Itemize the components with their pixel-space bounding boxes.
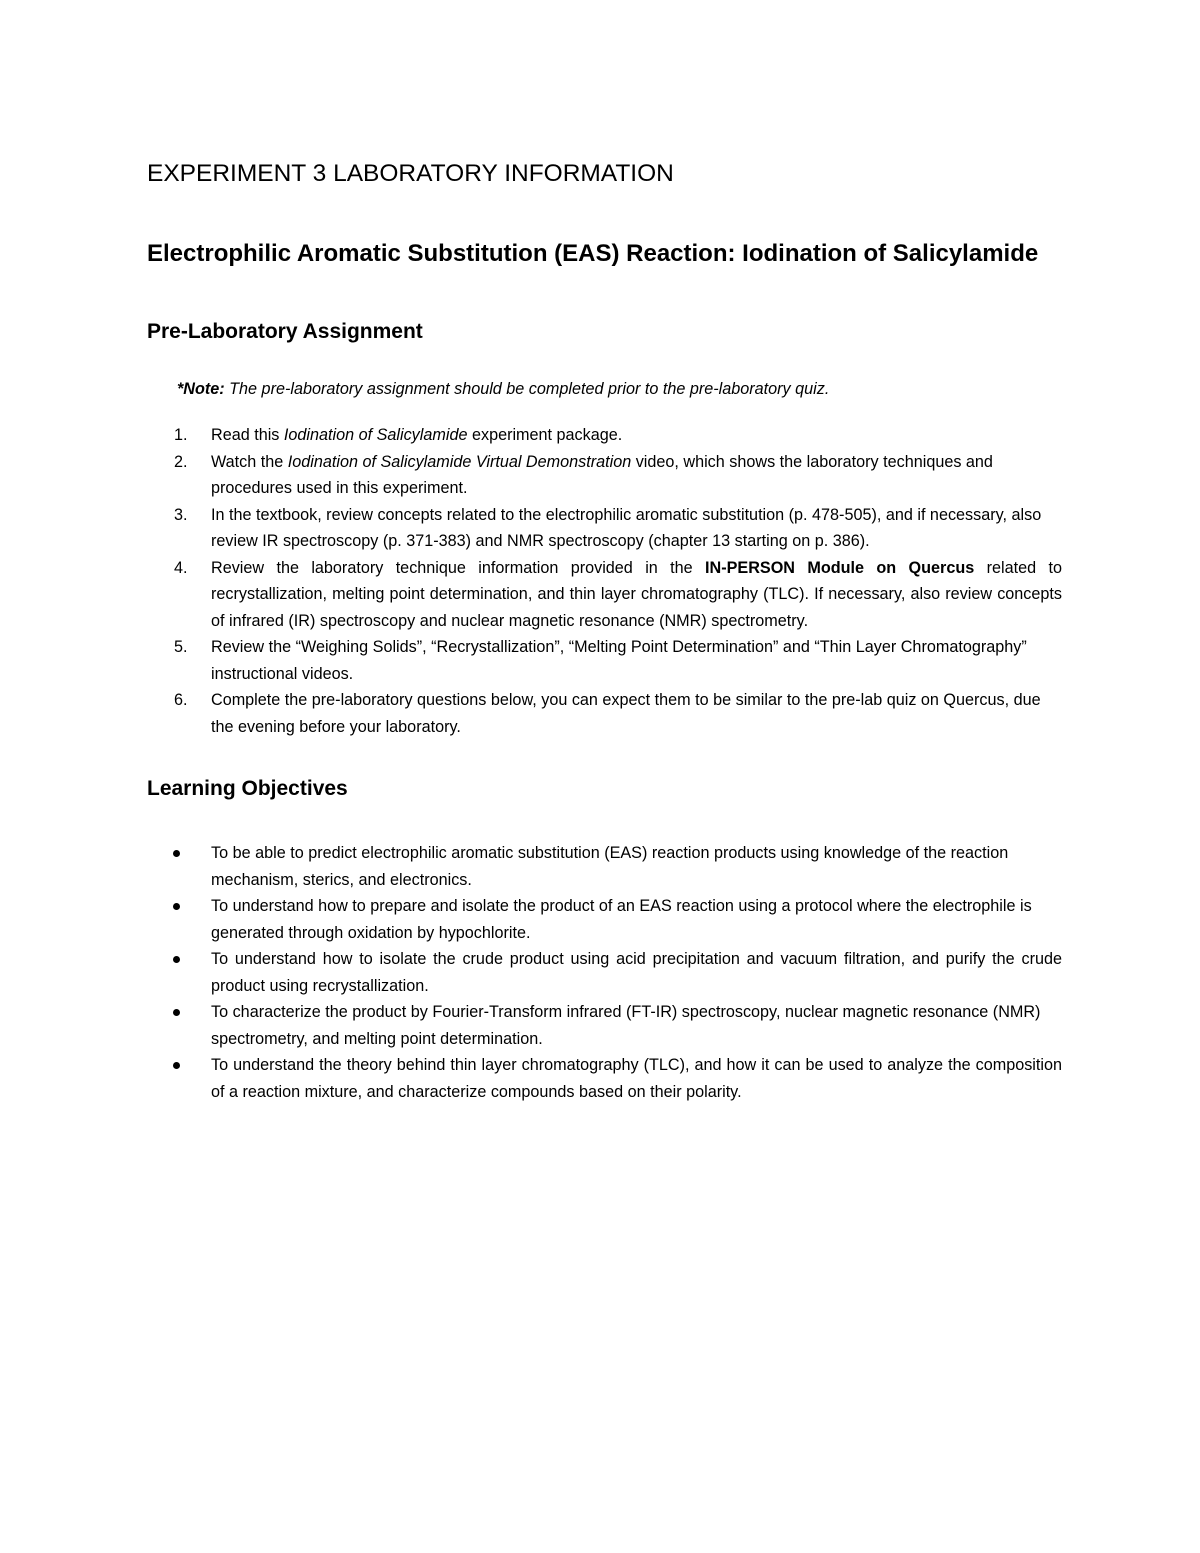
bullet-icon bbox=[173, 956, 180, 963]
objective-item bbox=[147, 893, 1062, 946]
objectives-heading: Learning Objectives bbox=[147, 777, 348, 800]
step-text: related to recrystallization, melting point determination, and thin layer chromatography (TLC). If necessary, also review concepts of infrared (IR) spectroscopy and nuclear magnetic resonance (NMR) spectrometry. bbox=[211, 558, 1062, 630]
prelab-heading: Pre-Laboratory Assignment bbox=[147, 320, 423, 343]
objective-text: To understand how to prepare and isolate the product of an EAS reaction using a protocol where the electrophile is generated through oxidation by hypochlorite. bbox=[211, 897, 1032, 942]
prelab-step-6 bbox=[147, 687, 1062, 740]
prelab-step-5 bbox=[147, 634, 1062, 687]
step-text: Review the “Weighing Solids”, “Recrystallization”, “Melting Point Determination” and “Thin Layer Chromatography” instructional videos. bbox=[211, 638, 1027, 683]
bullet-icon bbox=[173, 1062, 180, 1069]
step-text: Watch the bbox=[211, 452, 288, 471]
experiment-subtitle: Electrophilic Aromatic Substitution (EAS) Reaction: Iodination of Salicylamide bbox=[147, 240, 1039, 267]
page-title: EXPERIMENT 3 LABORATORY INFORMATION bbox=[147, 160, 674, 187]
step-number: 5. bbox=[174, 638, 188, 656]
step-italic-text: Iodination of Salicylamide Virtual Demonstration bbox=[287, 452, 632, 471]
step-number: 6. bbox=[174, 691, 188, 709]
prelab-step-1 bbox=[147, 422, 1062, 449]
step-text: video, which shows the laboratory techniques and procedures used in this experiment. bbox=[211, 452, 993, 497]
objective-item bbox=[147, 840, 1062, 893]
document-body bbox=[147, 158, 1062, 1105]
step-italic-text: Iodination of Salicylamide bbox=[283, 426, 468, 444]
objectives-list bbox=[147, 840, 1062, 1105]
step-bold-text: IN-PERSON Module on Quercus bbox=[705, 558, 975, 577]
step-text: Complete the pre-laboratory questions below, you can expect them to be similar to the pre-lab quiz on Quercus, due the evening before your laboratory. bbox=[211, 691, 1041, 736]
objective-text: To understand how to isolate the crude product using acid precipitation and vacuum filtration, and purify the crude product using recrystallization. bbox=[211, 950, 1062, 995]
objective-text: To be able to predict electrophilic aromatic substitution (EAS) reaction products using knowledge of the reaction mechanism, sterics, and electronics. bbox=[211, 844, 1009, 889]
step-text: Review the laboratory technique information provided in the bbox=[211, 558, 706, 577]
prelab-steps-list bbox=[147, 422, 1062, 740]
bullet-icon bbox=[173, 903, 180, 910]
step-number: 3. bbox=[174, 505, 188, 524]
prelab-note bbox=[177, 378, 1062, 400]
prelab-step-4 bbox=[147, 555, 1062, 635]
step-number: 4. bbox=[174, 558, 188, 577]
objective-item bbox=[147, 946, 1062, 999]
step-number: 2. bbox=[174, 452, 188, 471]
note-label: *Note: bbox=[177, 380, 225, 398]
step-text: experiment package. bbox=[467, 426, 623, 444]
bullet-icon bbox=[173, 1009, 180, 1016]
note-text: The pre-laboratory assignment should be completed prior to the pre-laboratory quiz. bbox=[224, 380, 830, 398]
prelab-step-3 bbox=[147, 502, 1062, 555]
objective-item bbox=[147, 999, 1062, 1052]
step-number: 1. bbox=[174, 426, 188, 444]
objective-text: To characterize the product by Fourier-Transform infrared (FT-IR) spectroscopy, nuclear magnetic resonance (NMR) spectrometry, and melting point determination. bbox=[211, 1003, 1041, 1048]
objective-text: To understand the theory behind thin layer chromatography (TLC), and how it can be used to analyze the composition of a reaction mixture, and characterize compounds based on their polarity. bbox=[211, 1056, 1062, 1101]
objective-item bbox=[147, 1052, 1062, 1105]
prelab-step-2 bbox=[147, 449, 1062, 502]
step-text: Read this bbox=[211, 426, 284, 444]
bullet-icon bbox=[173, 850, 180, 857]
step-text: In the textbook, review concepts related to the electrophilic aromatic substitution (p. 478-505), and if necessary, also review IR spectroscopy (p. 371-383) and NMR spectroscopy (chapter 13 starting on p. 386). bbox=[211, 505, 1042, 550]
